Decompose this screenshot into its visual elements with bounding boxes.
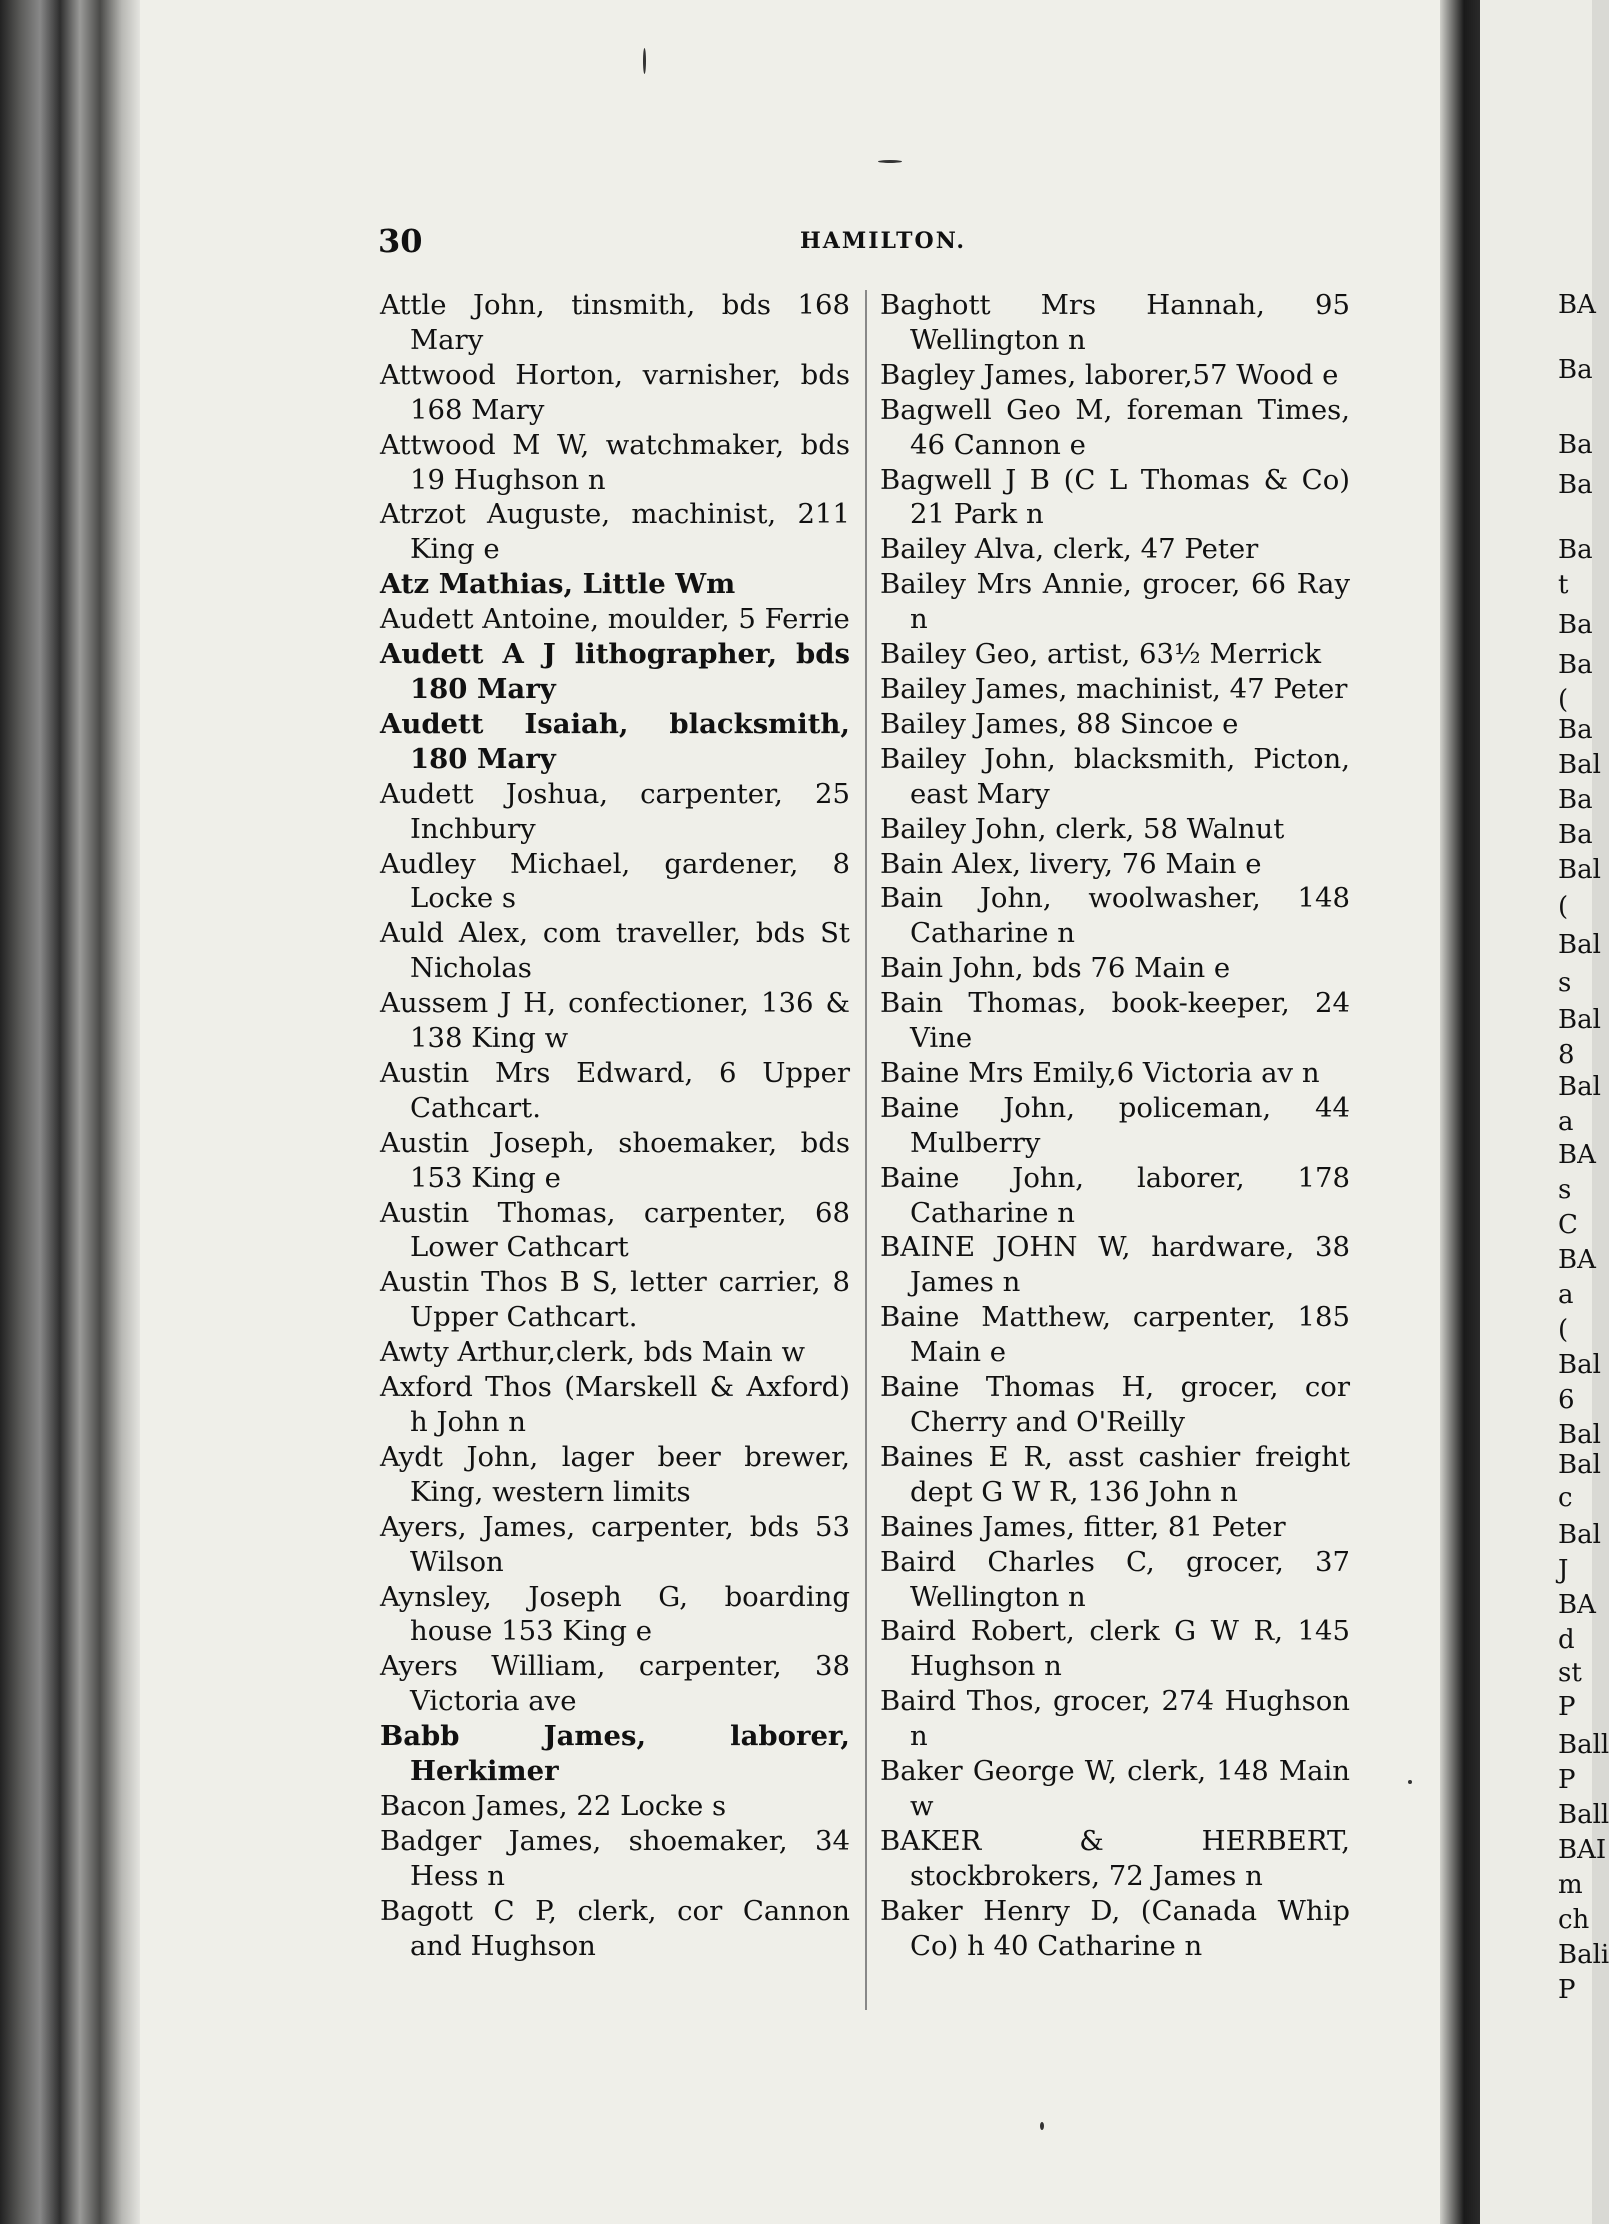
directory-entry: Baird Thos, grocer, 274 Hughson n xyxy=(880,1685,1350,1753)
facing-page-text-fragment: Bal xyxy=(1558,930,1601,960)
directory-entry: Bagwell J B (C L Thomas & Co) 21 Park n xyxy=(880,463,1350,531)
facing-page-text-fragment: d xyxy=(1558,1625,1575,1655)
directory-entry: Aynsley, Joseph G, boarding house 153 King e xyxy=(380,1580,850,1648)
facing-page-text-fragment: Bali xyxy=(1558,1940,1609,1970)
facing-page-text-fragment: Ba xyxy=(1558,430,1593,460)
directory-entry: Badger James, shoemaker, 34 Hess n xyxy=(380,1824,850,1892)
directory-entry: Axford Thos (Marskell & Axford) h John n xyxy=(380,1371,850,1438)
facing-page-text-fragment: BAI xyxy=(1558,1835,1607,1865)
facing-page-text-fragment: Ba xyxy=(1558,715,1593,745)
directory-entry: Aussem J H, confectioner, 136 & 138 King w xyxy=(380,987,850,1055)
facing-page-text-fragment: Bal xyxy=(1558,855,1601,885)
directory-entry: Baine John, policeman, 44 Mulberry xyxy=(880,1091,1350,1159)
directory-entry: Bagwell Geo M, foreman Times, 46 Cannon e xyxy=(880,393,1350,461)
directory-entry: Audett Antoine, moulder, 5 Ferrie xyxy=(380,603,850,636)
directory-entry: Atrzot Auguste, machinist, 211 King e xyxy=(380,498,850,566)
directory-entry: Atz Mathias, Little Wm xyxy=(380,568,736,601)
directory-entry: Audett A J lithographer, bds 180 Mary xyxy=(380,638,850,705)
facing-page-text-fragment: Ba xyxy=(1558,470,1593,500)
facing-page-text-fragment: P xyxy=(1558,1692,1576,1722)
facing-page-text-fragment: Ba xyxy=(1558,785,1593,815)
directory-entry: Bailey James, 88 Sincoe e xyxy=(880,707,1239,740)
directory-entry: Ayers William, carpenter, 38 Victoria ave xyxy=(380,1650,850,1718)
directory-entry: Austin Thos B S, letter carrier, 8 Upper Cathcart. xyxy=(380,1266,850,1334)
ink-speck xyxy=(643,48,646,74)
directory-entry: Baine Matthew, carpenter, 185 Main e xyxy=(880,1301,1350,1369)
book-spine-edge xyxy=(0,0,140,2224)
page-gutter xyxy=(1440,0,1480,2224)
facing-page-text-fragment: Ba xyxy=(1558,820,1593,850)
facing-page-text-fragment: ch xyxy=(1558,1905,1590,1935)
facing-page-fragment xyxy=(1480,0,1609,2224)
directory-entry: Bailey Geo, artist, 63½ Merrick xyxy=(880,638,1322,671)
directory-entry: Bain John, bds 76 Main e xyxy=(880,952,1231,985)
ink-speck xyxy=(878,160,902,163)
facing-page-text-fragment: Ball xyxy=(1558,1800,1609,1830)
page-number: 30 xyxy=(378,222,423,260)
directory-entry: BAKER & HERBERT, stockbrokers, 72 James n xyxy=(880,1824,1350,1892)
facing-page-text-fragment: a xyxy=(1558,1280,1574,1310)
facing-page-text-fragment: ( xyxy=(1558,892,1569,922)
directory-entry: Audett Joshua, carpenter, 25 Inchbury xyxy=(380,777,850,845)
directory-entry: Babb James, laborer, Herkimer xyxy=(380,1720,850,1788)
ink-speck xyxy=(1408,1780,1412,1784)
facing-page-text-fragment: Ball xyxy=(1558,1730,1609,1760)
directory-entry: Baines E R, asst cashier freight dept G W R, 136 John n xyxy=(880,1440,1350,1508)
facing-page-text-fragment: ( xyxy=(1558,685,1569,715)
directory-entry: Baker Henry D, (Canada Whip Co) h 40 Catharine n xyxy=(880,1894,1350,1962)
directory-entry: Attwood Horton, varnisher, bds 168 Mary xyxy=(380,358,850,426)
directory-entry: Bain Thomas, book-keeper, 24 Vine xyxy=(880,987,1350,1055)
facing-page-text-fragment: P xyxy=(1558,1975,1576,2005)
directory-entry: Bailey John, blacksmith, Picton, east Mary xyxy=(880,742,1350,810)
directory-entry: Audley Michael, gardener, 8 Locke s xyxy=(380,847,850,915)
facing-page-text-fragment: Ba xyxy=(1558,650,1593,680)
facing-page-text-fragment: Ba xyxy=(1558,355,1593,385)
facing-page-text-fragment: C xyxy=(1558,1210,1578,1240)
facing-page-text-fragment: st xyxy=(1558,1658,1582,1688)
facing-page-text-fragment: m xyxy=(1558,1870,1583,1900)
facing-page-text-fragment: Ba xyxy=(1558,535,1593,565)
facing-page-text-fragment: Ba xyxy=(1558,610,1593,640)
directory-entry: Baine Thomas H, grocer, cor Cherry and O'Reilly xyxy=(880,1371,1350,1438)
directory-entry: Bagley James, laborer,57 Wood e xyxy=(880,358,1339,391)
column-divider xyxy=(865,290,867,2010)
facing-page-text-fragment: Bal xyxy=(1558,1520,1601,1550)
directory-entry: Bacon James, 22 Locke s xyxy=(380,1789,727,1822)
facing-page-text-fragment: J xyxy=(1558,1555,1569,1585)
directory-entry: Austin Joseph, shoemaker, bds 153 King e xyxy=(380,1126,850,1194)
directory-entry: Austin Thomas, carpenter, 68 Lower Cathcart xyxy=(380,1196,850,1264)
directory-entry: Baine Mrs Emily,6 Victoria av n xyxy=(880,1056,1320,1089)
right-column xyxy=(880,288,1350,1964)
facing-page-text-fragment: Bal xyxy=(1558,1450,1601,1480)
left-column xyxy=(380,288,850,1964)
directory-entry: Baines James, fitter, 81 Peter xyxy=(880,1510,1286,1543)
directory-entry: Bailey James, machinist, 47 Peter xyxy=(880,672,1348,705)
facing-page-text-fragment: BA xyxy=(1558,1140,1596,1170)
facing-page-text-fragment: s xyxy=(1558,1175,1572,1205)
facing-page-text-fragment: Bal xyxy=(1558,1350,1601,1380)
directory-entry: Baird Robert, clerk G W R, 145 Hughson n xyxy=(880,1615,1350,1683)
facing-page-text-fragment: 8 xyxy=(1558,1040,1575,1070)
directory-entry: Aydt John, lager beer brewer, King, western limits xyxy=(380,1440,850,1508)
directory-entry: Attle John, tinsmith, bds 168 Mary xyxy=(380,289,850,356)
facing-page-text-fragment: P xyxy=(1558,1765,1576,1795)
facing-page-text-fragment: Bal xyxy=(1558,750,1601,780)
ink-speck xyxy=(1040,2122,1044,2130)
directory-entry: Ayers, James, carpenter, bds 53 Wilson xyxy=(380,1510,850,1578)
directory-entry: Awty Arthur,clerk, bds Main w xyxy=(380,1336,806,1369)
directory-entry: Audett Isaiah, blacksmith, 180 Mary xyxy=(380,707,850,775)
directory-entry: Bain Alex, livery, 76 Main e xyxy=(880,847,1262,880)
running-head: HAMILTON. xyxy=(800,228,967,254)
directory-entry: Bailey Alva, clerk, 47 Peter xyxy=(880,533,1259,566)
directory-entry: BAINE JOHN W, hardware, 38 James n xyxy=(880,1231,1350,1299)
facing-page-text-fragment: Bal xyxy=(1558,1420,1601,1450)
directory-entry: Bain John, woolwasher, 148 Catharine n xyxy=(880,882,1350,950)
directory-entry: Bailey Mrs Annie, grocer, 66 Ray n xyxy=(880,568,1350,636)
facing-page-text-fragment: BA xyxy=(1558,1590,1596,1620)
facing-page-text-fragment: Bal xyxy=(1558,1072,1601,1102)
directory-entry: Baghott Mrs Hannah, 95 Wellington n xyxy=(880,289,1350,356)
directory-entry: Bailey John, clerk, 58 Walnut xyxy=(880,812,1285,845)
facing-page-text-fragment: Bal xyxy=(1558,1005,1601,1035)
directory-entry: Baine John, laborer, 178 Catharine n xyxy=(880,1161,1350,1229)
facing-page-text-fragment: 6 xyxy=(1558,1385,1575,1415)
directory-entry: Auld Alex, com traveller, bds St Nicholas xyxy=(380,917,850,985)
page-header xyxy=(0,222,1592,262)
directory-entry: Attwood M W, watchmaker, bds 19 Hughson n xyxy=(380,428,850,496)
directory-entry: Baird Charles C, grocer, 37 Wellington n xyxy=(880,1545,1350,1613)
facing-page-text-fragment: c xyxy=(1558,1483,1573,1513)
facing-page-text-fragment: BA xyxy=(1558,290,1596,320)
facing-page-text-fragment: ( xyxy=(1558,1315,1569,1345)
directory-entry: Baker George W, clerk, 148 Main w xyxy=(880,1755,1350,1822)
directory-entry: Bagott C P, clerk, cor Cannon and Hughson xyxy=(380,1894,850,1962)
facing-page-text-fragment: BA xyxy=(1558,1245,1596,1275)
facing-page-text-fragment: a xyxy=(1558,1107,1574,1137)
facing-page-text-fragment: t xyxy=(1558,570,1569,600)
directory-entry: Austin Mrs Edward, 6 Upper Cathcart. xyxy=(380,1056,850,1124)
facing-page-text-fragment: s xyxy=(1558,968,1572,998)
